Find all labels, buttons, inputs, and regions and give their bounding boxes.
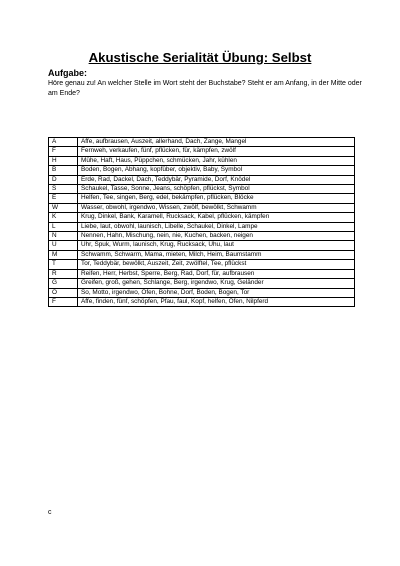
page-title: Akustische Serialität Übung: Selbst	[88, 50, 312, 65]
table-row	[49, 203, 355, 212]
letter-cell: T	[49, 260, 78, 269]
letter-cell: O	[49, 288, 78, 297]
table-row	[49, 156, 355, 165]
table-row	[49, 194, 355, 203]
table-row	[49, 185, 355, 194]
letter-cell: M	[49, 250, 78, 259]
word-list-cell: Helfen, Tee, singen, Berg, edel, bekämpfen, pflücken, Blöcke	[78, 194, 355, 203]
letter-cell: N	[49, 232, 78, 241]
table-row	[49, 260, 355, 269]
table-row	[49, 279, 355, 288]
table-row	[49, 147, 355, 156]
letter-cell: U	[49, 241, 78, 250]
table-row	[49, 166, 355, 175]
letter-cell: F	[49, 297, 78, 306]
letter-cell: L	[49, 222, 78, 231]
word-list-cell: Uhr, Spuk, Wurm, launisch, Krug, Rucksack, Uhu, laut	[78, 241, 355, 250]
table-row	[49, 232, 355, 241]
letter-cell: R	[49, 269, 78, 278]
letter-cell: H	[49, 156, 78, 165]
word-list-cell: Erde, Rad, Dackel, Dach, Teddybär, Pyramide, Dorf, Knödel	[78, 175, 355, 184]
table-row	[49, 213, 355, 222]
word-list-cell: Nennen, Hahn, Mischung, nein, nie, Kuchen, backen, neigen	[78, 232, 355, 241]
footer-mark: c	[48, 509, 52, 516]
word-list-cell: Fernweh, verkaufen, fünf, pflücken, für, kämpfen, zwölf	[78, 147, 355, 156]
word-list-cell: Schwamm, Schwarm, Mama, mieten, Milch, Heim, Baumstamm	[78, 250, 355, 259]
letter-cell: S	[49, 185, 78, 194]
letter-cell: B	[49, 166, 78, 175]
letter-cell: W	[49, 203, 78, 212]
letter-cell: E	[49, 194, 78, 203]
word-list-cell: Tor, Teddybär, bewölkt, Auszeit, Zeit, zwölftel, Tee, pflückst	[78, 260, 355, 269]
table-row	[49, 175, 355, 184]
table-body	[49, 138, 355, 307]
task-instructions: Höre genau zu! An welcher Stelle im Wort steht der Buchstabe? Steht er am Anfang, in der Mitte oder am Ende?	[48, 80, 362, 97]
word-list-cell: Schaukel, Tasse, Sonne, Jeans, schöpfen, pflückst, Symbol	[78, 185, 355, 194]
table-row	[49, 222, 355, 231]
word-list-cell: Liebe, laut, obwohl, launisch, Libelle, Schaukel, Dinkel, Lampe	[78, 222, 355, 231]
table-row	[49, 288, 355, 297]
table-row	[49, 138, 355, 147]
letter-word-table	[48, 137, 355, 307]
word-list-cell: Reifen, Herr, Herbst, Sperre, Berg, Rad, Dorf, für, aufbrausen	[78, 269, 355, 278]
letter-cell: A	[49, 138, 78, 147]
word-list-cell: Krug, Dinkel, Bank, Karamell, Rucksack, Kabel, pflücken, kämpfen	[78, 213, 355, 222]
word-list-cell: Wasser, obwohl, irgendwo, Wissen, zwölf, bewölkt, Schwamm	[78, 203, 355, 212]
word-list-cell: Boden, Bogen, Abhang, kopfüber, objektiv, Baby, Symbol	[78, 166, 355, 175]
task-label: Aufgabe:	[48, 68, 87, 78]
word-list-cell: Greifen, groß, gehen, Schlange, Berg, irgendwo, Krug, Geländer	[78, 279, 355, 288]
table-row	[49, 297, 355, 306]
letter-cell: K	[49, 213, 78, 222]
word-list-cell: Affe, finden, fünf, schöpfen, Pfau, faul, Kopf, helfen, Ofen, Nilpferd	[78, 297, 355, 306]
word-list-cell: Mühe, Haft, Haus, Püppchen, schmücken, Jahr, kühlen	[78, 156, 355, 165]
table-row	[49, 269, 355, 278]
letter-cell: G	[49, 279, 78, 288]
word-list-cell: So, Motto, irgendwo, Ofen, Bohne, Dorf, Boden, Bogen, Tor	[78, 288, 355, 297]
table-row	[49, 250, 355, 259]
word-list-cell: Affe, aufbrausen, Auszeit, allerhand, Dach, Zange, Mangel	[78, 138, 355, 147]
table-row	[49, 241, 355, 250]
letter-cell: F	[49, 147, 78, 156]
letter-cell: D	[49, 175, 78, 184]
